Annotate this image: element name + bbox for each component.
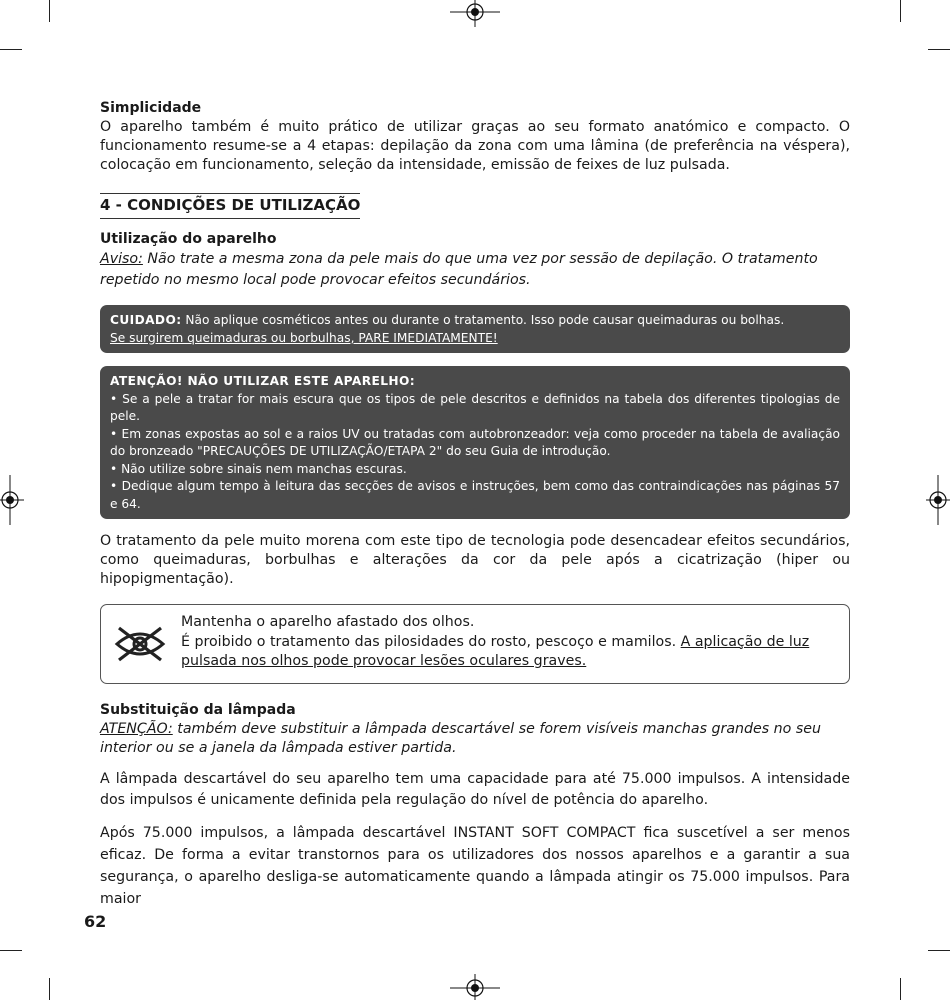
registration-mark-icon	[926, 475, 950, 525]
lamp-attention	[100, 720, 850, 758]
eye-warning-line2: É proibido o tratamento das pilosidades do rosto, pescoço e mamilos.	[181, 633, 681, 650]
lamp-attention-label: ATENÇÃO:	[100, 721, 173, 737]
crop-mark	[49, 0, 50, 22]
registration-mark-icon	[450, 974, 500, 1000]
eye-warning-text	[181, 613, 831, 672]
section-heading: 4 - CONDIÇÕES DE UTILIZAÇÃO	[100, 193, 360, 219]
eye-warning-box	[100, 604, 850, 684]
warning-text: Não trate a mesma zona da pele mais do que uma vez por sessão de depilação. O tratamento repetido no mesmo local pode provocar efeitos secundários.	[100, 251, 818, 288]
eye-warning-line: Mantenha o aparelho afastado dos olhos.	[181, 614, 475, 630]
lamp-paragraph-2: Após 75.000 impulsos, a lâmpada descartável INSTANT SOFT COMPACT fica suscetível a ser menos eficaz. De forma a evitar transtornos para os utilizadores dos nossos aparelhos e a garantir a sua segurança, o aparelho desliga-se automaticamente quando a lâmpada atingir os 75.000 impulsos. Para maior	[100, 825, 850, 907]
registration-mark-icon	[450, 0, 500, 27]
usage-warning	[100, 249, 850, 291]
registration-mark-icon	[0, 475, 24, 525]
page-content	[100, 98, 850, 910]
caution-line	[110, 312, 840, 330]
usage-title: Utilização do aparelho	[100, 231, 277, 247]
attention-item: • Em zonas expostas ao sol e a raios UV ou tratadas com autobronzeador: veja como proceder na tabela de avaliação do bronzeado "PRECAUÇÕES DE UTILIZAÇÃO/ETAPA 2" do seu Guia de introdução.	[110, 426, 840, 458]
attention-box	[100, 366, 850, 519]
caution-underlined: Se surgirem queimaduras ou borbulhas, PARE IMEDIATAMENTE!	[110, 330, 498, 345]
simplicity-title: Simplicidade	[100, 100, 202, 116]
caution-box	[100, 305, 850, 353]
crop-mark	[900, 0, 901, 22]
attention-item: • Dedique algum tempo à leitura das secções de avisos e instruções, bem como das contraindicações nas páginas 57 e 64.	[110, 479, 840, 511]
attention-item: • Não utilize sobre sinais nem manchas escuras.	[110, 461, 407, 476]
attention-item: • Se a pele a tratar for mais escura que os tipos de pele descritos e definidos na tabela dos diferentes tipologias de pele.	[110, 391, 840, 423]
eye-warning-underlined: A aplicação de luz pulsada nos olhos pode provocar lesões oculares graves.	[181, 633, 810, 669]
crop-mark	[900, 978, 901, 1000]
lamp-attention-text: também deve substituir a lâmpada descartável se forem visíveis manchas grandes no seu interior ou se a janela da lâmpada estiver partida.	[100, 721, 821, 756]
crop-mark	[0, 950, 22, 951]
page-number: 62	[84, 912, 107, 931]
caution-label: CUIDADO:	[110, 313, 182, 327]
no-eye-exposure-icon	[113, 623, 167, 665]
attention-title: ATENÇÃO! NÃO UTILIZAR ESTE APARELHO:	[110, 374, 416, 388]
dark-skin-paragraph: O tratamento da pele muito morena com este tipo de tecnologia pode desencadear efeitos secundários, como queimaduras, borbulhas e alterações da cor da pele após a cicatrização (hiper ou hipopigmentação).	[100, 533, 850, 587]
lamp-title: Substituição da lâmpada	[100, 702, 296, 718]
eye-warning-line	[181, 633, 831, 672]
simplicity-text: O aparelho também é muito prático de utilizar graças ao seu formato anatómico e compacto. O funcionamento resume-se a 4 etapas: depilação da zona com uma lâmina (de preferência na véspera), colocação em funcionamento, seleção da intensidade, emissão de feixes de luz pulsada.	[100, 119, 850, 173]
crop-mark	[928, 49, 950, 50]
crop-mark	[49, 978, 50, 1000]
warning-label: Aviso:	[100, 251, 143, 267]
crop-mark	[928, 950, 950, 951]
crop-mark	[0, 49, 22, 50]
lamp-paragraph-1: A lâmpada descartável do seu aparelho tem uma capacidade para até 75.000 impulsos. A intensidade dos impulsos é unicamente definida pela regulação do nível de potência do aparelho.	[100, 771, 850, 808]
caution-text: Não aplique cosméticos antes ou durante o tratamento. Isso pode causar queimaduras ou bolhas.	[181, 313, 785, 327]
